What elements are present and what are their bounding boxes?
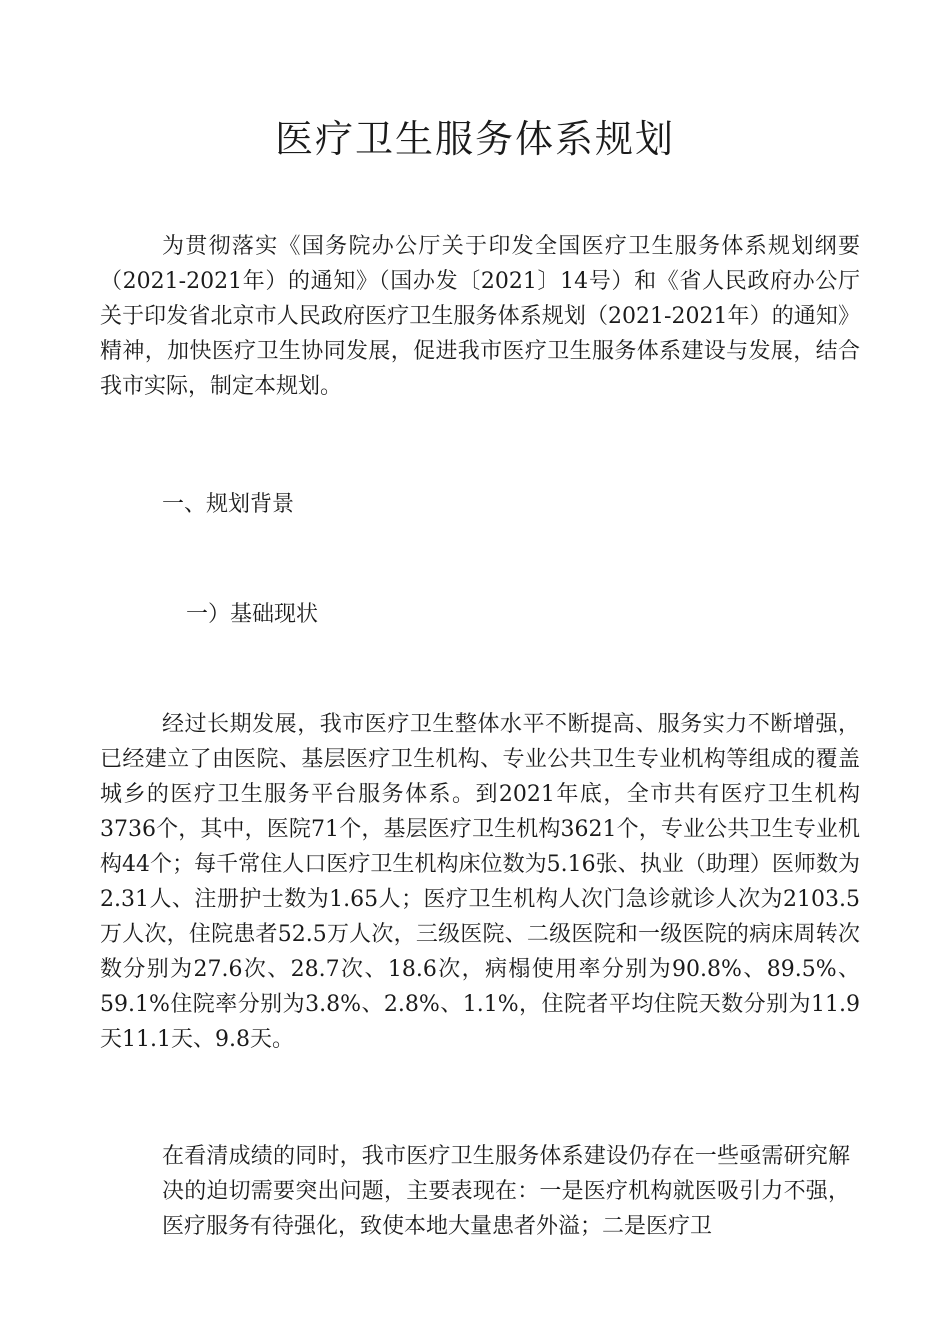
body-paragraph-status: 经过长期发展，我市医疗卫生整体水平不断提高、服务实力不断增强，已经建立了由医院、基层医疗卫生机构、专业公共卫生专业机构等组成的覆盖城乡的医疗卫生服务平台服务体系。到2021年底，全市共有医疗卫生机构3736个，其中，医院71个，基层医疗卫生机构3621个，专业公共卫生专业机构44个；每千常住人口医疗卫生机构床位数为5.16张、执业（助理）医师数为2.31人、注册护士数为1.65人；医疗卫生机构人次门急诊就诊人次为2103.5万人次，住院患者52.5万人次，三级医院、二级医院和一级医院的病床周转次数分别为27.6次、28.7次、18.6次，病榻使用率分别为90.8%、89.5%、59.1%住院率分别为3.8%、2.8%、1.1%，住院者平均住院天数分别为11.9天11.1天、9.8天。 xyxy=(100,712,860,1052)
document-title: 医疗卫生服务体系规划 xyxy=(274,117,675,161)
body-paragraph-problems: 在看清成绩的同时，我市医疗卫生服务体系建设仍存在一些亟需研究解决的迫切需要突出问题，主要表现在：一是医疗机构就医吸引力不强，医疗服务有待强化，致使本地大量患者外溢；二是医疗卫 xyxy=(162,1144,850,1239)
subsection-heading-status: 一）基础现状 xyxy=(186,602,319,627)
intro-paragraph: 为贯彻落实《国务院办公厅关于印发全国医疗卫生服务体系规划纲要（2021-2021年）的通知》（国办发〔2021〕14号）和《省人民政府办公厅关于印发省北京市人民政府医疗卫生服务体系规划（2021-2021年）的通知》精神，加快医疗卫生协同发展，促进我市医疗卫生服务体系建设与发展，结合我市实际，制定本规划。 xyxy=(100,234,860,399)
section-heading-background: 一、规划背景 xyxy=(162,492,295,517)
